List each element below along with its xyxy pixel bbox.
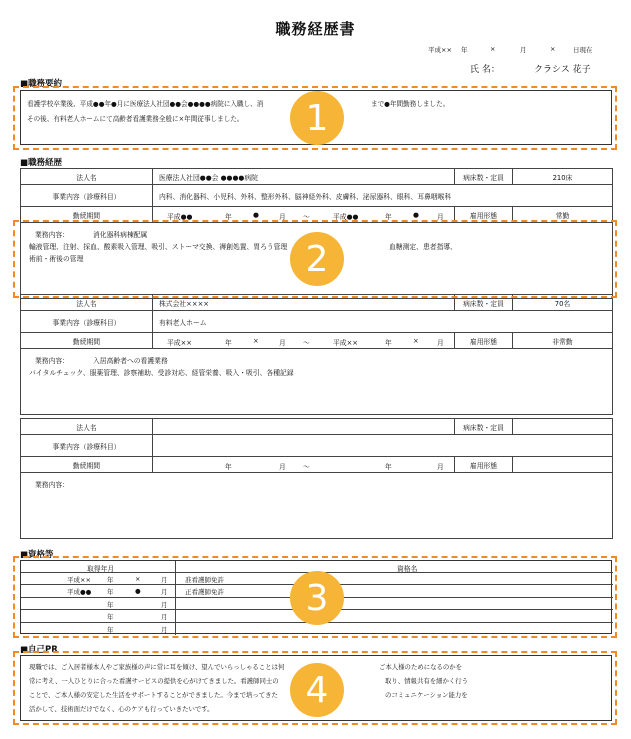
date-era: 平成×× [428, 46, 452, 54]
business-label: 事業内容（診療科目） [21, 435, 153, 457]
table-row [21, 457, 613, 473]
pr-line-2: 常に考え、一人ひとりに合った看護サービスの提供を心がけてきました。看護師同士の [29, 677, 279, 685]
table-row [21, 419, 613, 435]
beds-label: 病床数・定員 [455, 295, 513, 311]
duties-label: 業務内容： [35, 231, 69, 239]
period-end-era: 平成×× [333, 339, 358, 347]
period-value [153, 457, 455, 473]
number-badge-4: 4 [290, 663, 344, 717]
table-row [21, 169, 613, 185]
beds-value [513, 419, 613, 435]
period-end-year-unit: 年 [385, 463, 392, 471]
business-value: 内科、消化器科、小児科、外科、整形外科、脳神経外科、皮膚科、泌尿器科、眼科、耳鼻咽喉科 [153, 185, 613, 207]
qualification-name: 正看護師免許 [185, 588, 224, 597]
qualification-era: 平成●● [67, 588, 92, 597]
employment-label: 雇用形態 [455, 207, 513, 223]
corp-label: 法人名 [21, 295, 153, 311]
period-end-year-unit: 年 [385, 213, 392, 221]
job-table-2 [20, 294, 613, 415]
number-badge-3: 3 [290, 571, 344, 625]
summary-line-1-end: まで●年間勤務しました。 [371, 100, 450, 108]
period-end-year-unit: 年 [385, 339, 392, 347]
period-value [153, 207, 455, 223]
duties-title: 入居高齢者への看護業務 [92, 357, 168, 365]
qualification-year-unit: 年 [107, 576, 114, 584]
number-badge-2: 2 [290, 232, 344, 286]
period-start-month-unit: 月 [279, 213, 286, 221]
qualification-era: 平成×× [67, 576, 91, 584]
period-label: 勤続期間 [21, 457, 153, 473]
summary-line-1: 看護学校卒業後、平成●●年●月に医療法人社団●●会●●●●病院に入職し、消 [27, 100, 264, 108]
period-tilde: ～ [303, 339, 310, 347]
pr-line-3: ことで、ご本人様の安定した生活をサポートすることができました。今まで培ってきた [29, 691, 278, 699]
qualification-month-unit: 月 [161, 588, 168, 597]
table-row [21, 349, 613, 415]
pr-line-1: 現職では、ご入居者様本人やご家族様の声に常に耳を傾け、望んでいらっしゃることは何 [29, 663, 285, 671]
table-row [21, 435, 613, 457]
period-tilde: ～ [303, 213, 310, 221]
period-start-year-unit: 年 [225, 213, 232, 221]
duties-cell [21, 349, 613, 415]
date-day-value: × [550, 45, 556, 53]
employment-value: 常勤 [513, 207, 613, 223]
period-value [153, 333, 455, 349]
qualification-year-unit: 年 [107, 588, 114, 597]
table-row [21, 207, 613, 223]
date-year-unit: 年 [461, 46, 468, 54]
date-day-unit: 日現在 [573, 46, 593, 54]
beds-value: 70名 [513, 295, 613, 311]
summary-line-2: その後、有料老人ホームにて高齢者看護業務全般に×年間従事しました。 [27, 115, 244, 123]
document-title: 職務経歴書 [275, 20, 356, 38]
employment-label: 雇用形態 [455, 333, 513, 349]
employment-label: 雇用形態 [455, 457, 513, 473]
table-row [21, 311, 613, 333]
period-start-month-unit: 月 [279, 339, 286, 347]
qualification-year-unit: 年 [107, 600, 114, 609]
period-end-month: × [413, 337, 419, 345]
duties-cell [21, 473, 613, 539]
qualification-year-unit: 年 [107, 625, 114, 634]
period-label: 勤続期間 [21, 333, 153, 349]
duties-line-1-end: 血糖測定、患者指導、 [389, 243, 457, 251]
business-value [153, 435, 613, 457]
corp-label: 法人名 [21, 419, 153, 435]
duties-line-1: バイタルチェック、服薬管理、診察補助、受診対応、経管栄養、吸入・吸引、各種記録 [29, 369, 294, 377]
period-end-month-unit: 月 [437, 463, 444, 471]
pr-line-4: 活かして、技術面だけでなく、心のケアも行っていきたいです。 [29, 705, 214, 713]
period-start-month-unit: 月 [279, 463, 286, 471]
period-start-era: 平成●● [167, 213, 193, 221]
duties-label: 業務内容： [35, 357, 69, 365]
pr-line-2-end: 取り、情報共有を細かく行う [385, 677, 469, 685]
period-tilde: ～ [303, 463, 310, 471]
period-start-month: × [253, 337, 259, 345]
col-date-header: 取得年月 [87, 565, 115, 573]
corp-value [153, 419, 455, 435]
duties-line-1: 輸液管理、注射、採血、酸素吸入管理、吸引、ストーマ交換、褥創処置、胃ろう管理 [29, 243, 288, 251]
corp-label: 法人名 [21, 169, 153, 185]
qualification-month-unit: 月 [161, 600, 168, 609]
duties-label: 業務内容： [35, 481, 69, 489]
col-name-header: 資格名 [397, 565, 418, 573]
duties-title: 消化器科病棟配属 [92, 231, 148, 239]
qualification-month-unit: 月 [161, 576, 168, 584]
beds-value: 210床 [513, 169, 613, 185]
pr-line-3-end: のコミュニケーション能力を [385, 691, 468, 699]
date-month-value: × [490, 45, 496, 53]
qualification-month-unit: 月 [161, 613, 168, 622]
table-row [21, 185, 613, 207]
qualification-name: 准看護師免許 [185, 576, 224, 584]
summary-heading: ■職務要約 [20, 79, 63, 89]
period-label: 勤続期間 [21, 207, 153, 223]
period-end-month-unit: 月 [437, 213, 444, 221]
qualification-month: ● [135, 587, 141, 596]
employment-value: 非常勤 [513, 333, 613, 349]
period-start-era: 平成×× [167, 339, 192, 347]
date-month-unit: 月 [520, 46, 527, 54]
qualification-month: × [135, 575, 141, 583]
pr-heading: ■自己PR [20, 645, 58, 655]
business-label: 事業内容（診療科目） [21, 185, 153, 207]
qualification-year-unit: 年 [107, 613, 114, 622]
pr-line-1-end: ご本人様のためになるのかを [379, 663, 463, 671]
name-label: 氏 名： [470, 65, 500, 75]
period-end-month-unit: 月 [437, 339, 444, 347]
career-heading: ■職務経歴 [20, 158, 63, 168]
duties-line-2: 術前・術後の管理 [29, 255, 84, 263]
table-row [21, 333, 613, 349]
business-value: 有料老人ホーム [153, 311, 613, 333]
employment-value [513, 457, 613, 473]
table-row [21, 473, 613, 539]
business-label: 事業内容（診療科目） [21, 311, 153, 333]
number-badge-1: 1 [290, 91, 344, 145]
name-value: クラシス 花子 [534, 65, 591, 75]
period-start-year-unit: 年 [225, 339, 232, 347]
qualifications-heading: ■資格等 [20, 550, 54, 560]
qualification-month-unit: 月 [161, 625, 168, 634]
job-table-3 [20, 418, 613, 539]
corp-value: 医療法人社団●●会 ●●●●病院 [153, 169, 455, 185]
period-end-month: ● [413, 211, 419, 219]
period-start-year-unit: 年 [225, 463, 232, 471]
period-start-month: ● [253, 211, 259, 219]
table-row [21, 295, 613, 311]
corp-value: 株式会社×××× [153, 295, 455, 311]
beds-label: 病床数・定員 [455, 419, 513, 435]
period-end-era: 平成●● [333, 213, 359, 221]
beds-label: 病床数・定員 [455, 169, 513, 185]
